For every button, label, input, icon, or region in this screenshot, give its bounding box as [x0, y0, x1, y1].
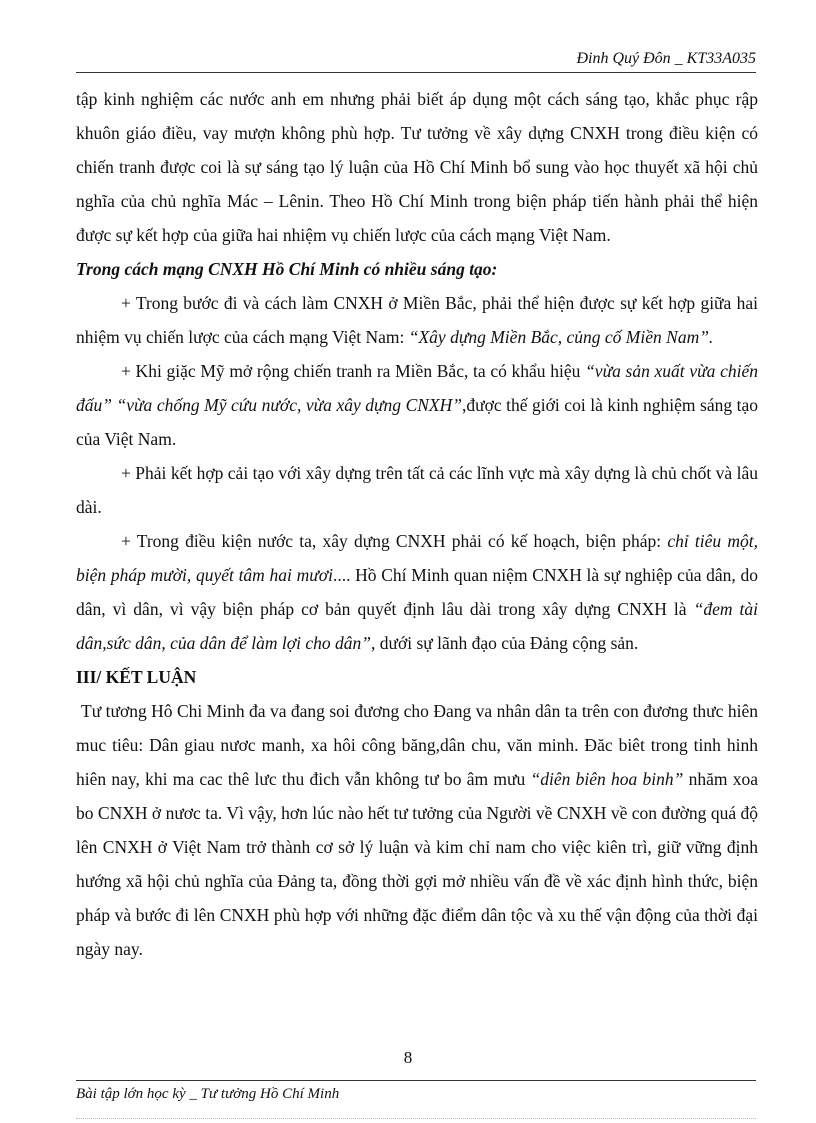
- document-body: [76, 82, 758, 966]
- bullet-2-text-cont: ,được thế giới coi là kinh nghiệm sáng tạo của Việt Nam.: [76, 395, 758, 449]
- bullet-4-text: + Trong điều kiện nước ta, xây dựng CNXH phải có kế hoạch, biện pháp:: [121, 531, 668, 551]
- bullet-2-quote: “vừa sản xuất vừa chiến đấu” “vừa chống Mỹ cứu nước, vừa xây dựng CNXH”: [76, 361, 758, 415]
- conclusion-text-cont: nhăm xoa bo CNXH ở nươc ta. Vì vậy, hơn lúc nào hết tư tưởng của Người về CNXH về con đường quá độ lên CNXH ở Việt Nam trở thành cơ sở lý luận và kim chỉ nam cho việc kiên trì, giữ vững định hướng xã hội chủ nghĩa của Đảng ta, đồng thời gợi mở nhiều vấn đề về xác định hình thức, biện pháp và bước đi lên CNXH phù hợp với những đặc điểm dân tộc và xu thế vận động của thời đại ngày nay.: [76, 769, 758, 959]
- bullet-2-text: + Khi giặc Mỹ mở rộng chiến tranh ra Miền Bắc, ta có khẩu hiệu: [121, 361, 586, 381]
- footer-text: Bài tập lớn học kỳ _ Tư tưởng Hồ Chí Minh: [76, 1086, 340, 1102]
- bullet-1-quote: “Xây dựng Miền Bắc, củng cố Miền Nam”.: [408, 327, 714, 347]
- bullet-1-text: + Trong bước đi và cách làm CNXH ở Miền Bắc, phải thể hiện được sự kết hợp giữa hai nhiệm vụ chiến lược của cách mạng Việt Nam:: [76, 293, 758, 347]
- bullet-paragraph-4: [76, 524, 758, 660]
- footer-divider: [76, 1080, 756, 1081]
- section-heading-conclusion: III/ KẾT LUẬN: [76, 667, 197, 687]
- bullet-paragraph-2: [76, 354, 758, 456]
- bullet-4-quote: chỉ tiêu một, biện pháp mười, quyết tâm hai mươi: [76, 531, 758, 585]
- page-number: 8: [403, 1048, 413, 1067]
- header-author: Đinh Quý Đôn _ KT33A035: [576, 50, 756, 67]
- conclusion-text: Tư tương Hô Chi Minh đa va đang soi đương cho Đang va nhân dân ta trên con đương thưc hiên muc tiêu: Dân giau nươc manh, xa hôi công băng,dân chu, văn minh. Đăc biêt trong tinh hinh hiên nay, khi ma cac thê lưc thu đich vẫn không tư bo âm mưu: [76, 701, 758, 789]
- section-heading-creativity: Trong cách mạng CNXH Hồ Chí Minh có nhiều sáng tạo:: [76, 259, 498, 279]
- bullet-4-text-cont: .... Hồ Chí Minh quan niệm CNXH là sự nghiệp của dân, do dân, vì dân, vì vậy biện pháp cơ bản quyết định lâu dài trong xây dựng CNXH là: [76, 565, 758, 619]
- paragraph-intro: tập kinh nghiệm các nước anh em nhưng phải biết áp dụng một cách sáng tạo, khắc phục rập khuôn giáo điều, vay mượn không phù hợp. Tư tưởng về xây dựng CNXH trong điều kiện có chiến tranh được coi là sự sáng tạo lý luận của Hồ Chí Minh bổ sung vào học thuyết xã hội chủ nghĩa của chủ nghĩa Mác – Lênin. Theo Hồ Chí Minh trong biện pháp tiến hành phải thể hiện được sự kết hợp của giữa hai nhiệm vụ chiến lược của cách mạng Việt Nam.: [76, 89, 758, 245]
- bullet-4-text-end: , dưới sự lãnh đạo của Đảng cộng sản.: [370, 633, 639, 653]
- bullet-paragraph-1: [76, 286, 758, 354]
- conclusion-quote: “diên biên hoa binh”: [530, 769, 684, 789]
- bullet-paragraph-3: + Phải kết hợp cải tạo với xây dựng trên tất cả các lĩnh vực mà xây dựng là chủ chốt và lâu dài.: [76, 463, 758, 517]
- conclusion-paragraph: [76, 694, 758, 966]
- header-divider: [76, 72, 756, 73]
- bullet-4-quote-2: “đem tài dân,sức dân, của dân để làm lợi cho dân”: [76, 599, 758, 653]
- bottom-dotted-rule: [76, 1118, 756, 1119]
